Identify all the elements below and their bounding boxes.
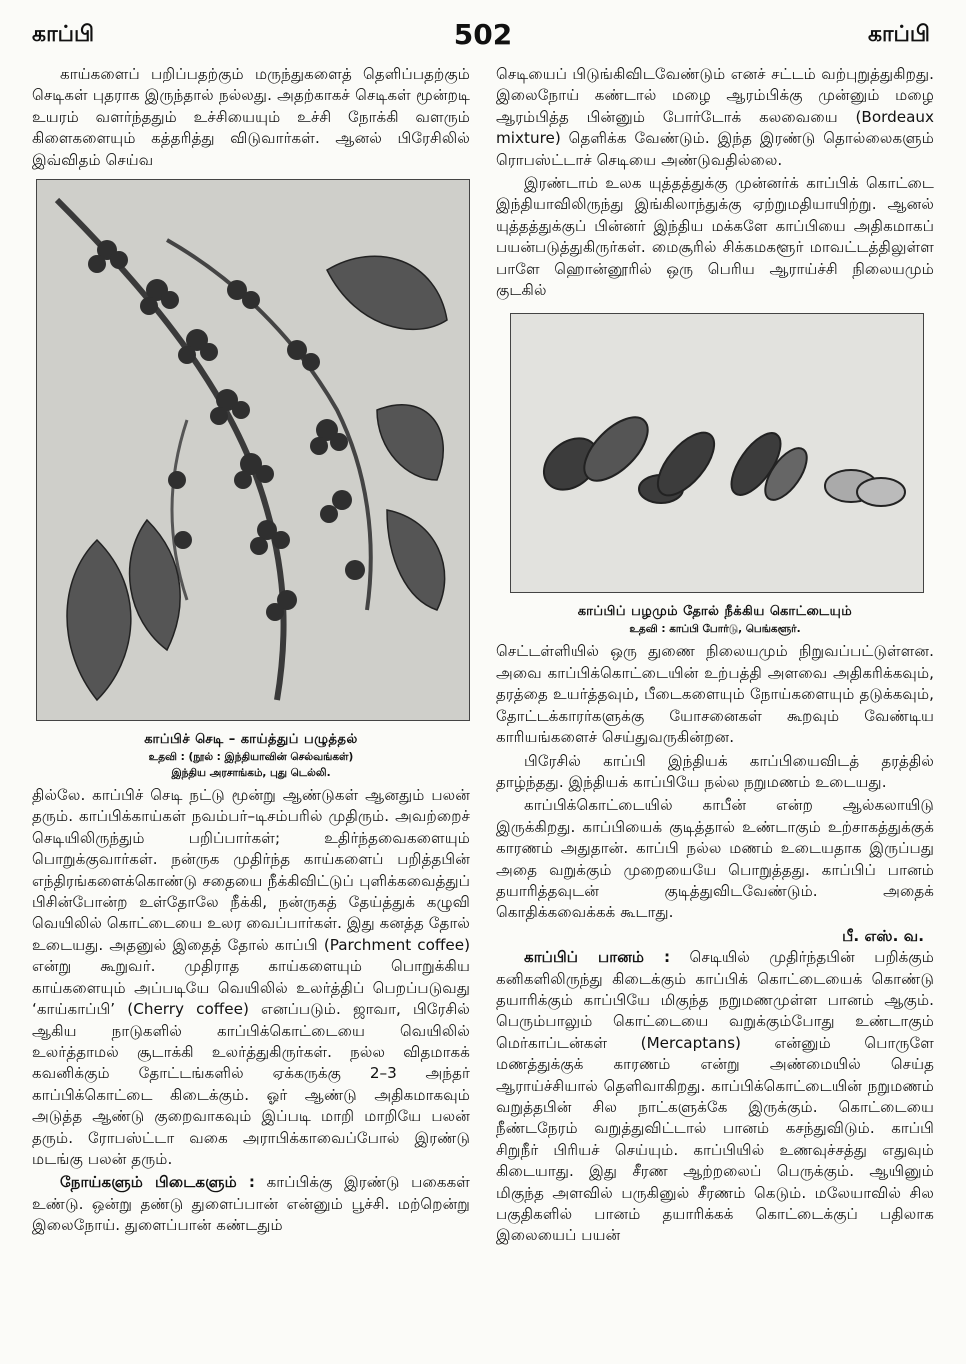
paragraph: செடியைப் பிடுங்கிவிடவேண்டும் எனச் சட்டம் வற்புறுத்துகிறது. இலைநோய் கண்டால் மழை ஆரம்பிக்கு முன்னும் மழை ஆரம்பித்த பின்னும் போர்டோக் கலவையை (Bordeaux mixture) தெளிக்க வேண்டும். இந்த இரண்டு தொல்லைகளும் ரொபஸ்ட்டாச் செடியை அண்டுவதில்லை. [496,65,934,169]
left-column [32,64,470,1239]
coffee-beans-photo [510,313,924,593]
paragraph [496,947,934,1247]
page-number: 502 [453,18,513,51]
paragraph: காய்களைப் பறிப்பதற்கும் மருந்துகளைத் தெளிப்பதற்கும் செடிகள் புதராக இருந்தால் நல்லது. அதற்காகச் செடிகள் மூன்றடி உயரம் வளர்ந்ததும் உச்சியையும் உச்சி நோக்கி வளரும் கிளைகளையும் கத்தரித்து விடுவார்கள். ஆனல் பிரேசிலில் இவ்விதம் செய்வ [32,65,470,169]
figure-caption-credit: உதவி : காப்பி போர்டு, பெங்களூர். [629,623,801,636]
paragraph [32,1172,470,1236]
paragraph-lead: காப்பிப் பானம் : [524,948,671,967]
paragraph: செட்டள்ளியில் ஒரு துணை நிலையமும் நிறுவப்பட்டுள்ளன. அவை காப்பிக்கொட்டையின் உற்பத்தி அளவை அதிகரிக்கவும், தரத்தை உயர்த்தவும், பீடைகளையும் நோய்களையும் தடுக்கவும், தோட்டக்காரர்களுக்கு யோசனைகள் கூறவும் வேண்டிய காரியங்களைச் செய்துவருகின்றன. [496,642,934,747]
running-header-left: காப்பி [32,22,95,47]
figure-caption-title: காப்பிப் பழமும் தோல் நீக்கிய கொட்டையும் [577,604,853,620]
paragraph-text: காப்பிக்கு இரண்டு பகைகள் உண்டு. ஒன்று தண்டு துளைப்பான் என்னும் பூச்சி. மற்றென்று இலைநோய். துளைப்பான் கண்டதும் [32,1173,470,1235]
author-signature: பீ. எஸ். வ. [842,926,924,945]
figure-caption-credit: உதவி : (நூல் : இந்தியாவின் செல்வங்கள்) [148,751,354,764]
paragraph: இரண்டாம் உலக யுத்தத்துக்கு முன்னர்க் காப்பிக் கொட்டை இந்தியாவிலிருந்து இங்கிலாந்துக்கு ஏற்றுமதியாயிற்று. ஆனல் யுத்தத்துக்குப் பின்னர் இந்திய மக்களே காப்பியை அதிகமாகப் பயன்படுத்துகிருர்கள். மைசூரில் சிக்கமகளூர் மாவட்டத்திலுள்ள பாளே ஹொன்னூரில் ஒரு பெரிய ஆராய்ச்சி நிலையமும் குடகில் [496,174,934,300]
paragraph-lead: நோய்களும் பிடைகளும் : [60,1173,256,1192]
coffee-beans-illustration [511,314,923,592]
running-header-right: காப்பி [867,22,930,47]
coffee-plant-illustration [37,180,469,720]
figure-caption-credit: இந்திய அரசாங்கம், புது டெல்லி. [171,767,331,780]
paragraph: தில்லே. காப்பிச் செடி நட்டு மூன்று ஆண்டுகள் ஆனதும் பலன் தரும். காப்பிக்காய்கள் நவம்பர்–டிசம்பரில் முதிரும். அவற்றைச் செடியிலிருந்தும் பறிப்பார்கள்; உதிர்ந்தவைகளையும் பொறுக்குவார்கள். நன்ருக முதிர்ந்த காய்களைப் பறித்தபின் எந்திரங்களைக்கொண்டு சதையை நீக்கிவிட்டுப் புளிக்கவைத்துப் பிசின்போன்ற உள்தோலே நீக்கி, நன்ருகத் தேய்த்துக் கழுவி வெயிலில் கொட்டையை உலர வைப்பார்கள். இது கனத்த தோல் உடையது. அதனுல் இதைத் தோல் காப்பி (Parchment coffee) என்று கூறுவர். முதிராத காய்களையும் பொறுக்கிய காய்களையும் அப்படியே வெயிலில் உலர்த்திப் பெறப்படுவது ‘காய்காப்பி’ (Cherry coffee) எனப்படும். ஜாவா, பிரேசில் ஆகிய நாடுகளில் காப்பிக்கொட்டையை வெயிலில் உலர்த்தாமல் சூடாக்கி உலர்த்துகிருர்கள். நல்ல விதமாகக் கவனிக்கும் தோட்டங்களில் ஏக்கருக்கு 2–3 அந்தர் காப்பிக்கொட்டை கிடைக்கும். ஓர் ஆண்டு அதிகமாகவும் அடுத்த ஆண்டு குறைவாகவும் இப்படி மாறி மாறியே பலன் தரும். ரோபஸ்ட்டா வகை அராபிக்காவைப்போல் இரண்டு மடங்கு பலன் தரும். [32,786,470,1168]
figure-caption-title: காப்பிச் செடி – காய்த்துப் பழுத்தல் [144,732,358,748]
figure-caption [32,731,470,781]
paragraph-text: செடியில் முதிர்ந்தபின் பறிக்கும் கனிகளிலிருந்து கிடைக்கும் காப்பிக் கொட்டையைக் கொண்டு தயாரிக்கும் காப்பியே மிகுந்த நறுமணமுள்ள பானம் ஆகும். பெரும்பாலும் கொட்டையை வறுக்கும்போது உண்டாகும் மெர்காப்டன்கள் (Mercaptans) என்னும் பொருளே மணத்துக்குக் காரணம் என்று அண்மையில் செய்த ஆராய்ச்சியால் தெளிவாகிறது. காப்பிக்கொட்டையின் நறுமணம் வறுத்தபின் சில நாட்களுக்கே இருக்கும். கொட்டையை நீண்டநேரம் வறுத்துவிட்டால் பானம் கசந்துவிடும். காப்பி சிறுநீர் பிரியச் செய்யும். காப்பியில் உணவுச்சத்து எதுவும் கிடையாது. இது சீரண ஆற்றலைப் பெருக்கும். ஆயினும் மிகுந்த அளவில் பருகினுல் சீரணம் கெடும். மலேயாவில் சில பகுதிகளில் பானம் தயாரிக்கக் கொட்டைக்குப் பதிலாக இலையைப் பயன் [496,948,934,1245]
paragraph: காப்பிக்கொட்டையில் காபீன் என்ற ஆல்கலாயிடு இருக்கிறது. காப்பியைக் குடித்தால் உண்டாகும் உற்சாகத்துக்குக் காரணம் அதுதான். காப்பி நல்ல மணம் உடையதாக இருப்பது அதை வறுக்கும் முறையையே பொறுத்தது. காப்பிப் பானம் தயாரித்தவுடன் குடித்துவிடவேண்டும். அதைக் கொதிக்கவைக்கக் கூடாது. [496,796,934,922]
right-column [496,64,934,1249]
coffee-plant-photo [36,179,470,721]
figure-caption [496,603,934,637]
paragraph: பிரேசில் காப்பி இந்தியக் காப்பியைவிடத் தரத்தில் தாழ்ந்தது. இந்தியக் காப்பியே நல்ல நறுமணம் உடையது. [496,751,934,791]
